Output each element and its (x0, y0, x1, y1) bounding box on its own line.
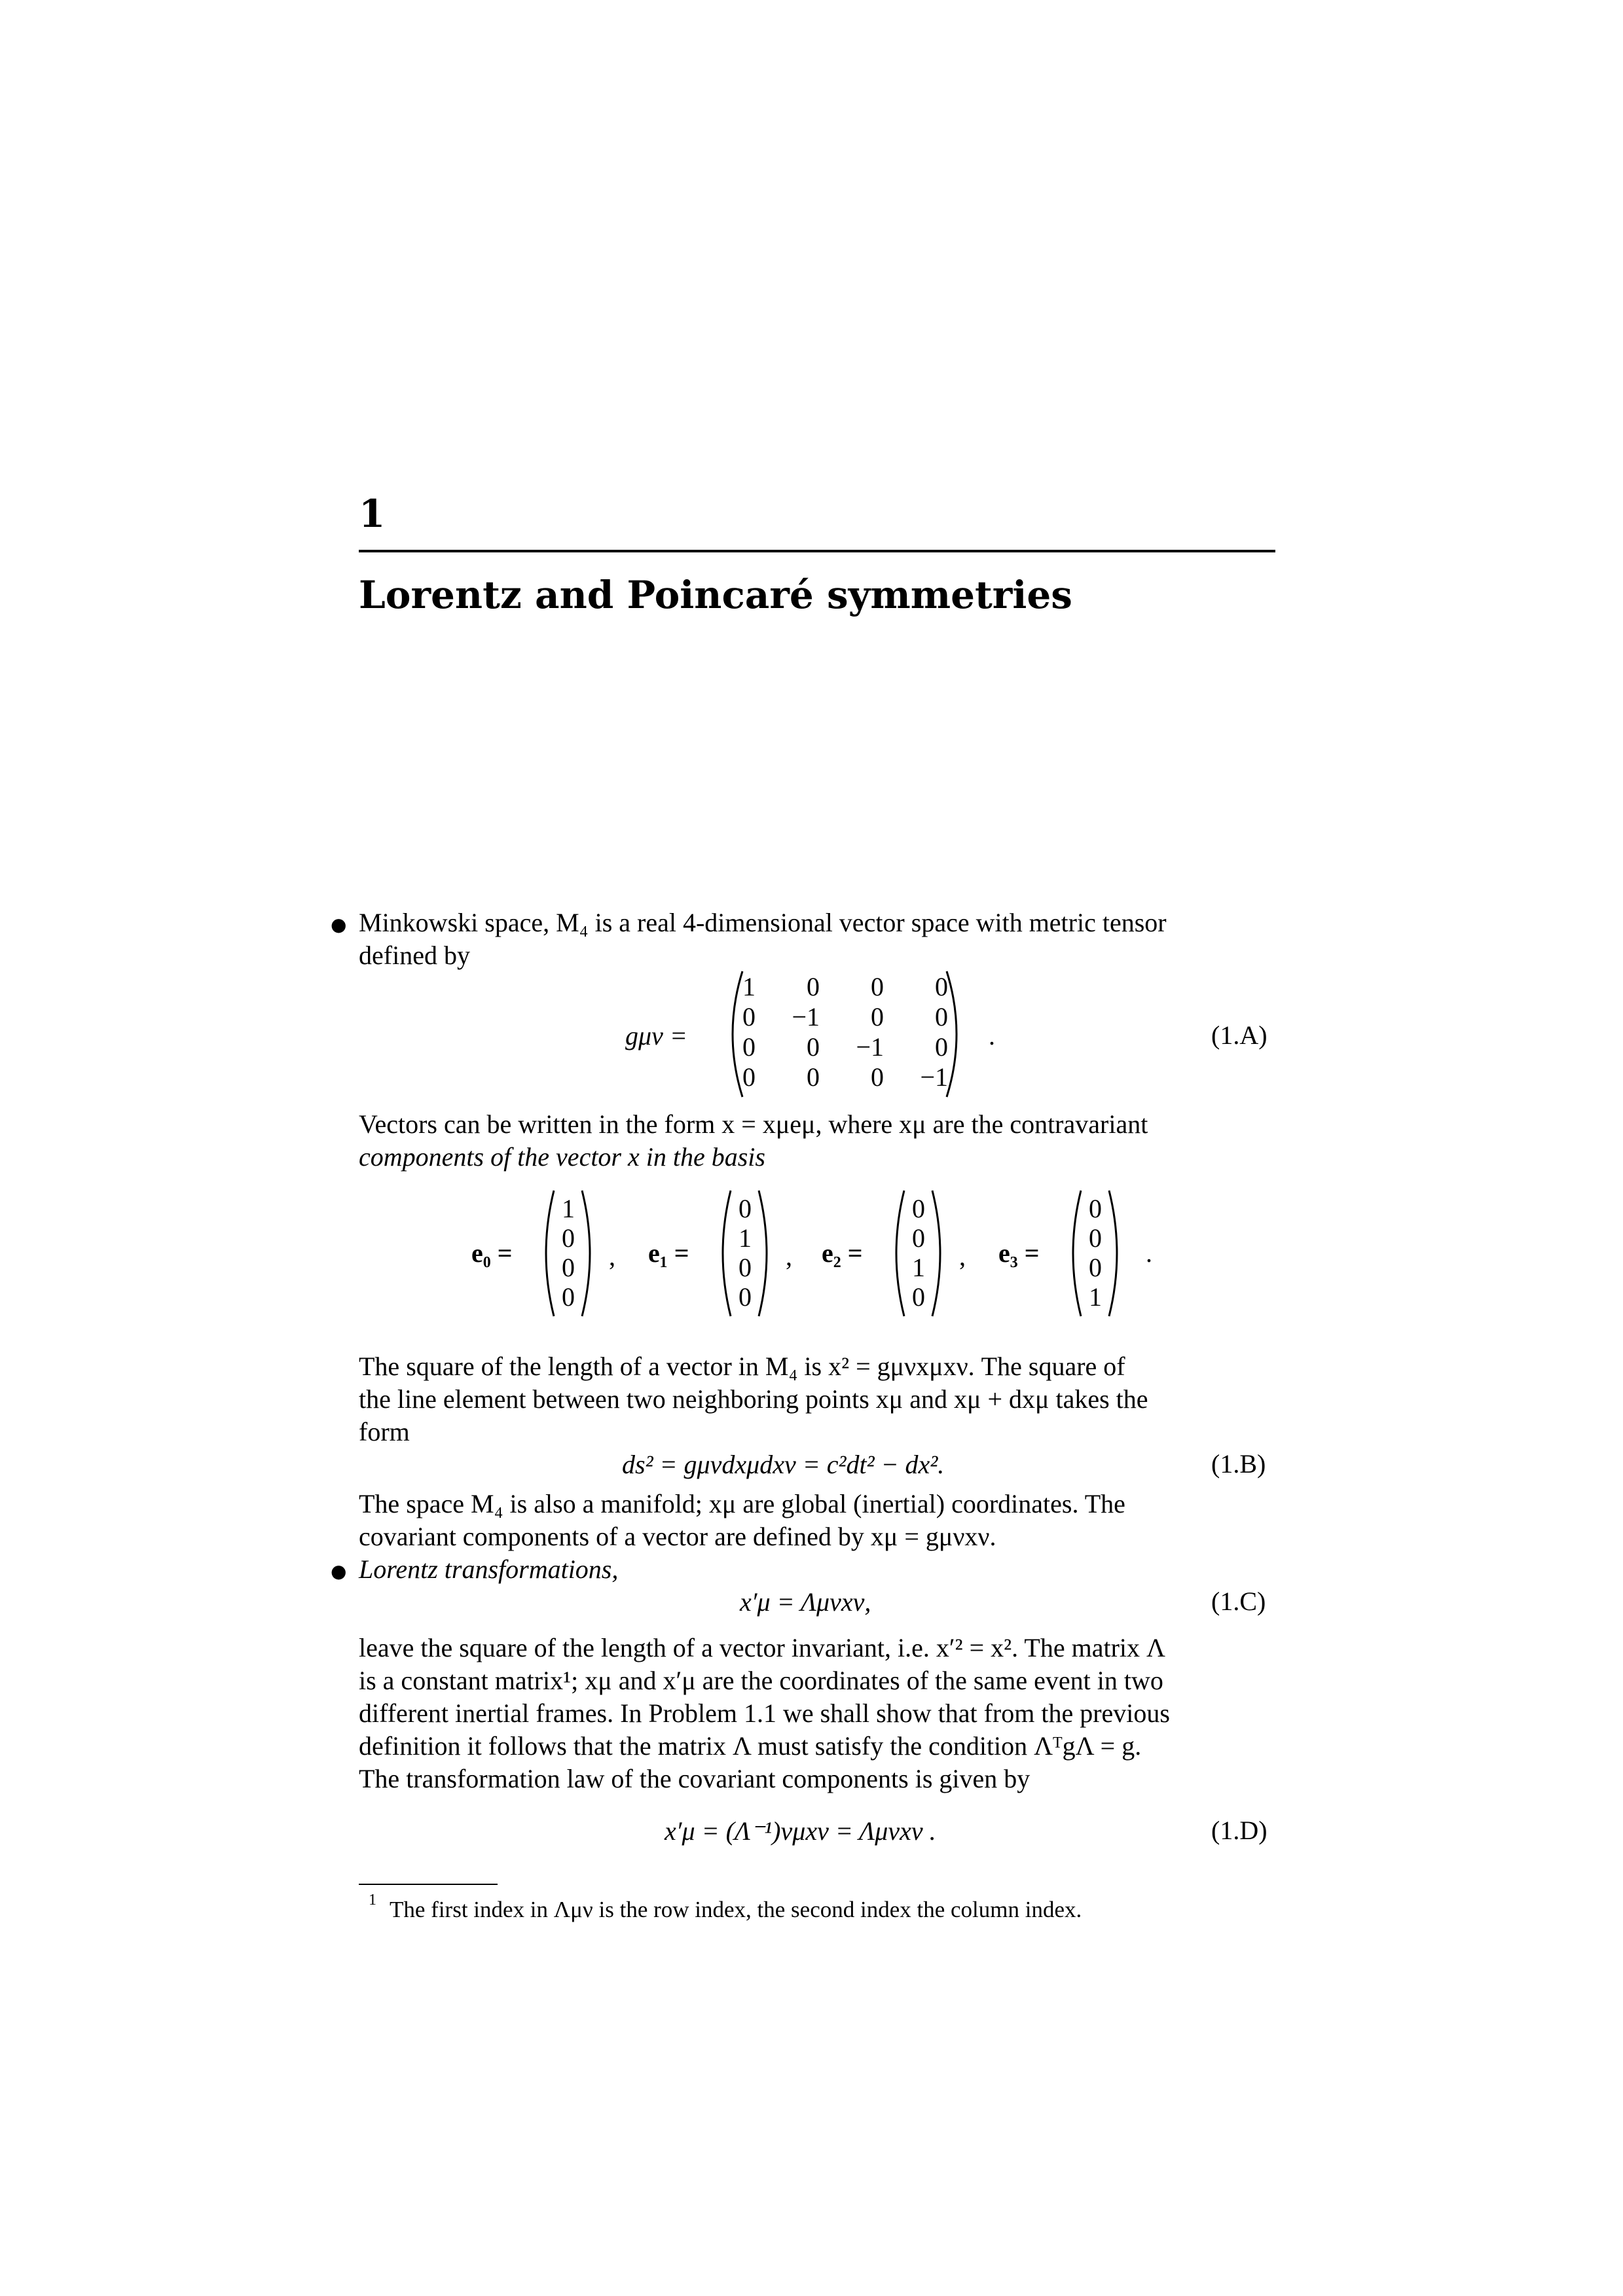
text-line: Minkowski space, M₄ is a real 4-dimensional vector space with metric tensor (359, 908, 1167, 937)
vector-entry: 0 (562, 1253, 575, 1282)
matrix-cell: 0 (807, 1062, 820, 1092)
separator: , (959, 1242, 966, 1271)
vector-entry: 0 (1089, 1253, 1102, 1282)
text-line: components of the vector x in the basis (359, 1142, 765, 1172)
vector-entry: 1 (1089, 1282, 1102, 1312)
basis-label: e₀ = (471, 1238, 513, 1268)
basis-label: e₁ = (648, 1238, 689, 1268)
footnote-rule (359, 1884, 498, 1885)
matrix-cell: 0 (871, 1002, 884, 1031)
matrix-cell: 0 (935, 1002, 948, 1031)
text-line: Vectors can be written in the form x = xμeμ, where xμ are the contravariant (359, 1109, 1148, 1139)
vector-entry: 0 (562, 1282, 575, 1312)
text-line: The square of the length of a vector in M₄ is x² = gμνxμxν. The square of (359, 1352, 1125, 1381)
equation-number: (1.C) (1211, 1587, 1266, 1616)
chapter-rule (359, 550, 1275, 552)
matrix-row (733, 1032, 957, 1062)
right-paren (943, 969, 969, 1100)
text-line: different inertial frames. In Problem 1.1 we shall show that from the previous (359, 1698, 1170, 1728)
basis-label: e₃ = (998, 1238, 1040, 1268)
footnote-mark: 1 (369, 1892, 376, 1909)
left-paren (714, 1188, 733, 1319)
chapter-number: 1 (359, 492, 386, 536)
text-line: Lorentz transformations, (359, 1554, 619, 1584)
vector-entry: 0 (912, 1194, 925, 1223)
separator: , (786, 1242, 792, 1271)
text-line: defined by (359, 941, 470, 970)
matrix-cell: −1 (792, 1002, 820, 1031)
vector-entry: 1 (912, 1253, 925, 1282)
vector-entry: 0 (912, 1223, 925, 1253)
matrix-cell: 0 (871, 972, 884, 1001)
bullet-dot: ● (331, 1560, 347, 1582)
left-paren (887, 1188, 907, 1319)
metric-trail: . (989, 1021, 995, 1050)
matrix-row (733, 1062, 957, 1092)
basis-label: e₂ = (822, 1238, 863, 1268)
matrix-cell: −1 (856, 1032, 884, 1062)
matrix-cell: −1 (920, 1062, 948, 1092)
left-paren (537, 1188, 556, 1319)
right-paren (930, 1188, 949, 1319)
bullet-dot: ● (331, 914, 347, 935)
matrix-cell: 1 (742, 972, 756, 1001)
matrix-row (733, 972, 957, 1002)
metric-matrix (733, 972, 957, 1092)
matrix-cell: 0 (935, 1032, 948, 1062)
vector-entry: 1 (562, 1194, 575, 1223)
vector-entry: 0 (1089, 1194, 1102, 1223)
matrix-cell: 0 (742, 1062, 756, 1092)
equation-number: (1.D) (1211, 1816, 1267, 1845)
matrix-cell: 0 (935, 972, 948, 1001)
vector-entry: 0 (912, 1282, 925, 1312)
equation: x′μ = (Λ⁻¹)νμxν = Λμνxν . (665, 1816, 936, 1846)
vector-entry: 0 (1089, 1223, 1102, 1253)
vector-entry: 0 (739, 1253, 752, 1282)
right-paren (756, 1188, 776, 1319)
footnote-text: The first index in Λμν is the row index, the second index the column index. (390, 1897, 1082, 1922)
right-paren (1106, 1188, 1126, 1319)
vector-entry: 0 (562, 1223, 575, 1253)
vector-entry: 0 (739, 1282, 752, 1312)
text-line: definition it follows that the matrix Λ must satisfy the condition ΛᵀgΛ = g. (359, 1731, 1142, 1761)
matrix-cell: 0 (742, 1002, 756, 1031)
separator: . (1146, 1238, 1152, 1268)
metric-lhs: gμν = (625, 1021, 687, 1050)
matrix-cell: 0 (742, 1032, 756, 1062)
matrix-row (733, 1002, 957, 1032)
separator: , (609, 1242, 615, 1271)
text-line: is a constant matrix¹; xμ and x′μ are the coordinates of the same event in two (359, 1666, 1163, 1695)
text-line: leave the square of the length of a vector invariant, i.e. x′² = x². The matrix Λ (359, 1633, 1166, 1662)
vector-entry: 1 (739, 1223, 752, 1253)
matrix-cell: 0 (807, 972, 820, 1001)
chapter-title: Lorentz and Poincaré symmetries (359, 573, 1072, 617)
text-line: the line element between two neighboring points xμ and xμ + dxμ takes the (359, 1384, 1148, 1414)
text-line: The transformation law of the covariant components is given by (359, 1764, 1030, 1793)
text-line: The space M₄ is also a manifold; xμ are global (inertial) coordinates. The (359, 1489, 1125, 1518)
left-paren (1064, 1188, 1084, 1319)
right-paren (579, 1188, 599, 1319)
equation-number: (1.B) (1211, 1449, 1266, 1479)
text-line: form (359, 1417, 410, 1446)
text-line: covariant components of a vector are defined by xμ = gμνxν. (359, 1522, 996, 1551)
vector-entry: 0 (739, 1194, 752, 1223)
equation: x′μ = Λμνxν, (740, 1587, 871, 1617)
matrix-cell: 0 (871, 1062, 884, 1092)
equation-number: (1.A) (1211, 1020, 1267, 1050)
matrix-cell: 0 (807, 1032, 820, 1062)
equation: ds² = gμνdxμdxν = c²dt² − dx². (622, 1450, 945, 1479)
